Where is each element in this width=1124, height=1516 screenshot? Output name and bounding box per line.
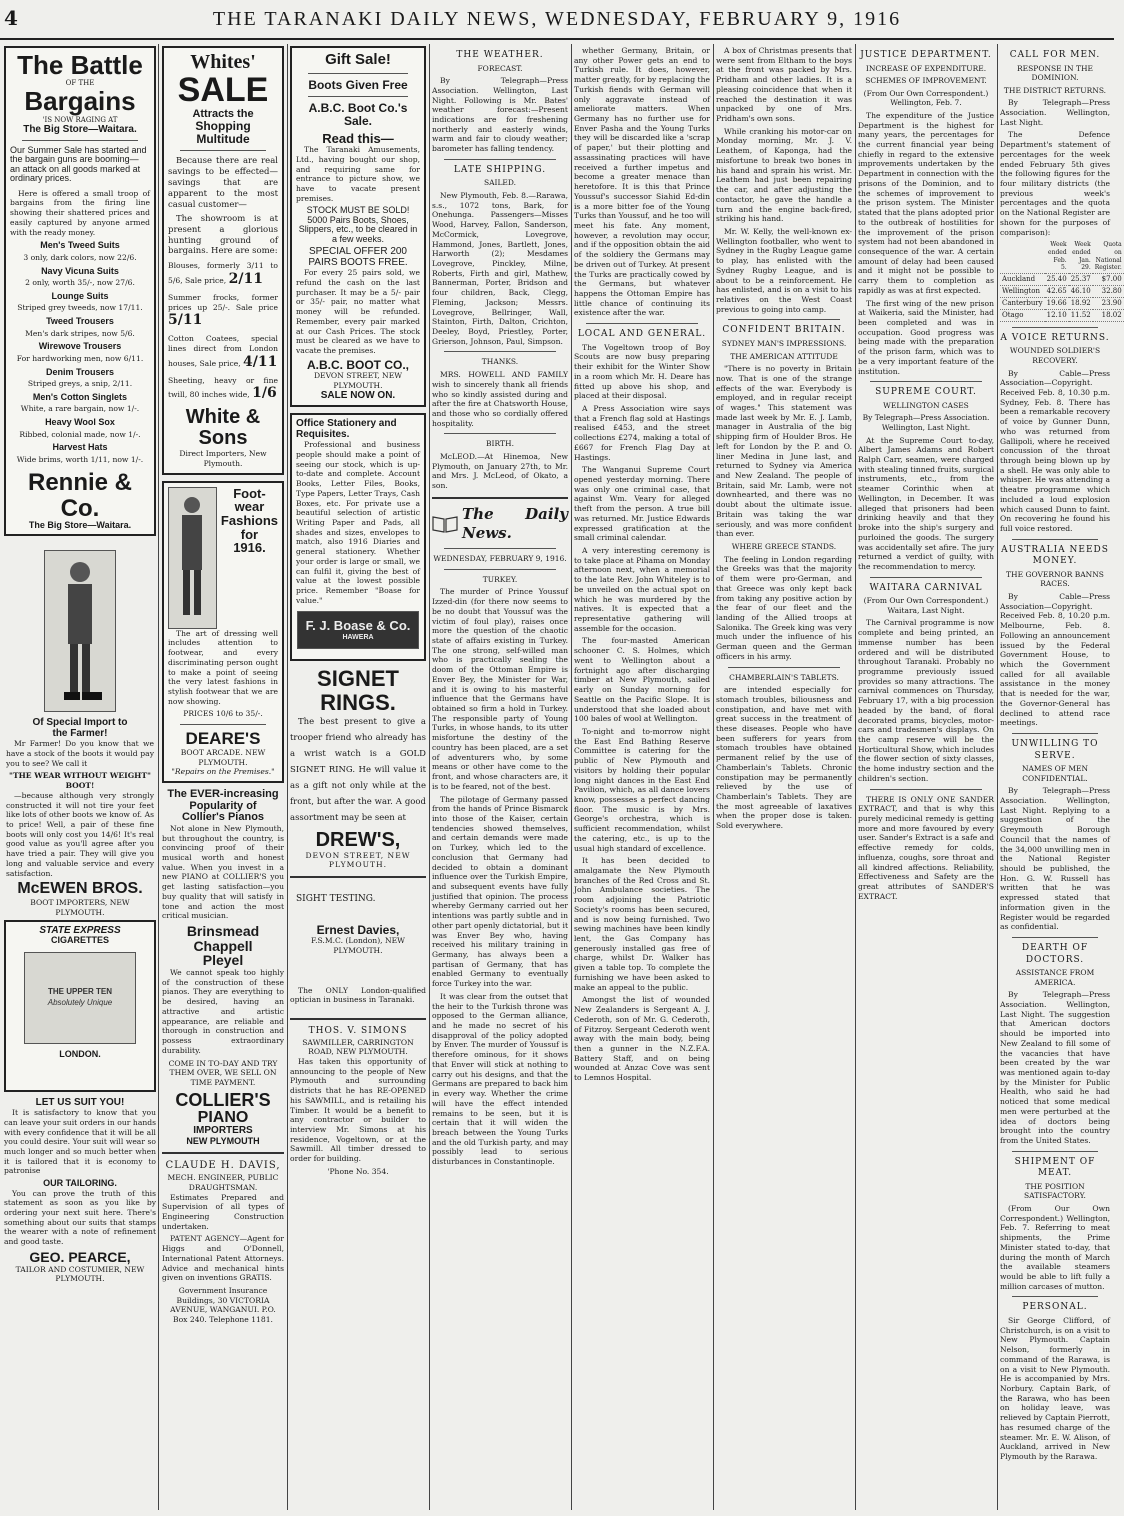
stationery-head: Office Stationery and Requisites. (296, 418, 397, 440)
unwilling-sub: NAMES OF MEN CONFIDENTIAL. (1021, 764, 1089, 783)
deare-firm: DEARE'S (185, 729, 261, 749)
boot-stand-icon (168, 487, 217, 629)
page-number: 4 (4, 6, 18, 30)
leader-date: WEDNESDAY, FEBRUARY 9, 1916. (433, 554, 567, 564)
column-rule (571, 44, 572, 1510)
mcewen-body: Mr Farmer! Do you know that we have a stock of the boots it would pay you to see? We call it (6, 739, 154, 768)
money-head: AUSTRALIA NEEDS MONEY. (1001, 544, 1109, 567)
table-row: Canterbury 19.66 18.92 23.90 (1000, 297, 1124, 309)
mcewen-head-1: Of Special Import to (32, 717, 128, 729)
davies-body: The ONLY London-qualified optician in business in Taranaki. (290, 985, 426, 1005)
stationery-body: Professional and business people should make a point of seeing our stock, which is up-to-date and complete. Account Books, Letter Files, Books, Type Papers, Letter Trays, Cash Boxes, etc. For private use a beautiful selection of artistic Writing Paper and Pads, all shades and sizes, envelopes to match, also 1916 Diaries and general stationery. Whether your order is large or small, we can fulfil it, giving the best of value at the lowest possible price. Remember "Boase for value." (296, 440, 420, 605)
abc-body: The Taranaki Amusements, Ltd., having bought our shop, and requiring same for entrance to picture show, we have to vacate present premises. (296, 145, 420, 203)
meat-body: (From Our Own Correspondent.) Wellington, Feb. 7. Referring to meat shipments, the Prime Minister stated to-day, that during the month of March the available steamers would be able to lift fully a million carcases of mutton. (1000, 1204, 1110, 1291)
gift-sale: Gift Sale! (325, 51, 391, 68)
signet-head: SIGNET (317, 666, 399, 692)
footwear-l5: 1916. (233, 540, 266, 556)
deare-firm-sub: BOOT ARCADE. NEW PLYMOUTH. (180, 747, 266, 767)
local-item: Mr. W. Kelly, the well-known ex-Wellington footballer, who went to Sydney in the Rugby League game to play, has enlisted with the Sydney Rugby League, and is about to be a reinforcement. He has enlisted, and is on a visit to his relatives on the West Coast previous to going into camp. (716, 226, 852, 314)
davis-address: Government Insurance Buildings, 30 VICTORIA AVENUE, WANGANUI. P.O. Box 240. Telephone 1181. (170, 1285, 276, 1325)
whites-body: Because there are real savings to be effected—savings that are apparent to the most casual customer— (168, 156, 278, 210)
personal-body: Sir George Clifford, of Christchurch, is on a visit to New Plymouth. Captain Nelson, formerly in command of the Rarawa, is on a visit to New Plymouth. He is accompanied by Mrs. Norbury. Captain Bark, of the Rarawa, who has been on holiday leave, was relieved by Captain Pierrott, has resumed charge of the steamer. Mr. E. W. Alison, of Auckland, arrived in New Plymouth by the Rarawa. (1000, 1315, 1110, 1462)
greece-head: WHERE GREECE STANDS. (731, 542, 837, 552)
davis-advert (162, 1160, 284, 1325)
call-head: CALL FOR MEN. (1009, 50, 1101, 60)
birth-head: BIRTH. (486, 439, 514, 449)
whites-list (168, 261, 278, 403)
table-row: Wellington 42.65 46.10 32.80 (1000, 286, 1124, 298)
footwear-l1: Foot- (233, 485, 266, 501)
leader-continued: whether Germany, Britain, or any other Power gets an end to Turkish rule. It does, however, matter greatly, for by replacing the Turkish fiends with German will only aggravate instead of ameliorate matters. When Germany has no further use for Enver Pasha and the Young Turks they will be discarded like a 'scrap of paper,' but their plotting and assassinating practices will have received a further impetus and become a greater menace than heretofore. It is this that Prince Youssuf's successor Siahid Ed-din is a more bitter foe of the Young Turks than Youssuf, and he too will meet his fate. Any moment, however, a revolution may occur, and if the opposition obtain the aid of the soldiery the Germans may be driven out of Turkey. At present the Turks are practically cowed by the Germans, but whatever happens the Ottoman Empire has little chance of continuing its existence after the war. (574, 46, 710, 318)
call-sub-1: RESPONSE IN THE DOMINION. (1017, 63, 1093, 83)
column-rule (855, 44, 856, 1510)
local-item: A box of Christmas presents that were sent from Eltham to the boys at the front was packed by Mrs. Pridham and other ladies. It is a pleasing coincidence that when it reached the destination it was unpacked by one of Mrs. Pridham's own sons. (716, 46, 852, 124)
simons-name: THOS. V. SIMONS (308, 1026, 408, 1037)
unwilling-body: By Telegraph—Press Association. Wellington, Last Night. Replying to a suggestion of the Greymouth Borough Council that the names of the 34,000 unwilling men in the National Register should be published, the Hon. G. W. Russell has written that he was expressed stated that information given in the Register would be regarded as confidential. (1000, 786, 1110, 932)
column-2 (162, 46, 284, 1512)
man-figure-icon (50, 556, 110, 706)
chamberlain-body: are intended especially for stomach troubles, biliousness and constipation, and have met with great success in the treatment of these diseases. People who have been sufferers for years from stomach troubles have obtained permanent relief by the use of Chamberlain's Tablets. Chronic constipation may be permanently relieved by the use of Chamberlain's Tablets. They are the most agreeable of laxatives when the proper dose is taken. Sold everywhere. (716, 685, 852, 831)
justice-body: The expenditure of the Justice Department is the highest for many years, the percentages for the current financial year being chiefly in regard to the extensive improvements undertaken by the Department in connection with the prisons of the Dominion, and to the schemes of improvement to the prison system. The Minister stated that the plans adopted prior to the outbreak of hostilities for the improvement of the prison system had not been abandoned in consequence of the war. A certain amount of delay had been caused and it might not be possible to carry them to completion as rapidly as was at first expected. (858, 110, 994, 295)
local-item: To-night and to-morrow night the East End Bathing Reserve Committee is catering for the public of New Plymouth and visitors by holding their popular long night dances in the East End Pavilion, which, as all dance lovers know, possesses a perfect dancing floor. The music is by Mrs. George's orchestra, which is sufficient recommendation, whilst the catering, etc., is up to the usual high standard of excellence. (574, 726, 710, 853)
abc-firm-sub: DEVON STREET, NEW PLYMOUTH. (313, 371, 403, 391)
colliers-cta: COME IN TO-DAY AND TRY THEM OVER, WE SELL ON TIME PAYMENT. (168, 1058, 278, 1087)
bargain-para: Here is offered a small troop of bargains from the firing line showing their shattered prices and easily captured by anyone armed with the ready money. (10, 188, 150, 237)
doctors-head: DEARTH OF DOCTORS. (1021, 943, 1089, 965)
column-3 (290, 46, 426, 1512)
davies-name: Ernest Davies, (316, 922, 400, 937)
list-item: Navy Vicuna Suits 2 only, worth 35/-, now 27/6. (25, 265, 135, 288)
bargains-heading: Bargains (24, 86, 136, 117)
supreme-body: At the Supreme Court to-day, Albert James Adams and Robert Ralph Carr, seamen, were charged with stealing tinned fruits, surgical instruments, etc., from the steamer Corinthic when at Wellington, in December. It was alleged that prisoners had been drinking heavily and that they broke into the ship's surgery and purloined the goods. The surgery was accidentally set afire. The jury returned a verdict of guilty, with the recommendation to mercy. (858, 435, 994, 571)
list-item: Lounge Suits Striped grey tweeds, now 17/11. (17, 290, 143, 313)
footwear-l4: for (240, 526, 259, 542)
brand-chappell: Chappell (193, 937, 253, 954)
pearce-body: It is satisfactory to know that you can leave your suit orders in our hands with every confidence that it will be all you could desire. Your suit will wear so much longer and so much better when it is tailored that it is economy to patronise (4, 1108, 156, 1176)
raging-text: 'IS NOW RAGING AT (42, 115, 118, 124)
pearce-head-2: OUR TAILORING. (43, 1178, 117, 1189)
local-item: Amongst the list of wounded New Zealanders is Sergeant A. J. Cederoth, son of Mr. G. Cederoth, of Fitzroy. Sergeant Cederoth went away with the main body, being then a gunner in the N.Z.F.A. Battery Staff, and on being wounded at Anzac Cove was sent to Lemnos Hospital. (574, 995, 710, 1083)
abc-body-2: For every 25 pairs sold, we refund the cash on the last purchaser. It may be a 5/- pair or 35/- pair, no matter what money will be refunded. Remember, every pair marked at our Cash Prices. The stock must be cleared as we have to vacate the premises. (296, 268, 420, 355)
justice-by: (From Our Own Correspondent.) Wellington, Feb. 7. (863, 88, 989, 108)
colliers-head-1: The EVER-increasing (167, 788, 279, 801)
abc-firm: A.B.C. BOOT CO., (307, 357, 409, 372)
voice-sub: WOUNDED SOLDIER'S RECOVERY. (1009, 346, 1101, 365)
local-item: A very interesting ceremony is to take place at Pihama on Monday afternoon next, when a memorial to the late Rev. John Whiteley is to be unveiled on the actual spot on which he was murdered by the natives. It is expected that a representative gathering will assemble for the occasion. (574, 546, 710, 633)
newspaper-title: THE TARANAKI DAILY NEWS, WEDNESDAY, FEBRUARY 9, 1916 (212, 8, 902, 30)
pearce-firm-sub: TAILOR AND COSTUMIER, NEW PLYMOUTH. (15, 1264, 145, 1284)
greece-body: The feeling in London regarding the Greeks was that the majority of them were pro-German, and that Greece was only kept back from taking any positive action by the fear of our fleet and the landing of the Allied troops at Salonika. The Greek king was very much under the influence of his German queen and the German officers in his army. (716, 554, 852, 661)
list-item: Summer frocks, former prices up 25/-. Sale price 5/11 (168, 292, 278, 329)
colliers-advert (162, 789, 284, 1146)
local-general-head: LOCAL AND GENERAL. (577, 329, 707, 340)
column-6 (716, 46, 852, 1512)
mcewen-advert (4, 542, 156, 919)
simons-advert (290, 1026, 426, 1177)
battle-heading: The Battle (17, 50, 143, 80)
deare-motto: "Repairs on the Premises." (171, 767, 275, 777)
leader-body-3: It was clear from the outset that the heir to the Turkish throne was opposed to the German alliance, and he made no secret of his disapproval of the policy adopted by Enver. The murder of Youssuf is therefore ominous, for it shows that Enver will stick at nothing to carry out his designs, and that the Germans are prepared to back him in every way. Whether the crime will have the effect intended remains to be seen, but it is certain that it will widen the breach between the Young Turks and the old Turkish party, and may possibly lead to serious disturbances in Constantinople. (432, 991, 568, 1167)
call-sub-2: THE DISTRICT RETURNS. (1003, 85, 1107, 95)
justice-sub-1: INCREASE OF EXPENDITURE. (865, 63, 987, 73)
money-body: By Cable—Press Association—Copyright. Received Feb. 8, 10.20 p.m. Melbourne, Feb. 8. Following an announcement issued by the Federal Government House, to which the Government called for all available assistance in the money that is needed for the war, the Governor-General has declined to attend race meetings. (1000, 592, 1110, 728)
read-this: Read this— (322, 130, 394, 146)
whites-sale: SALE (177, 71, 269, 109)
local-item: While cranking his motor-car on Monday morning, Mr. J. V. Leathem, of Kaponga, had the misfortune to break two bones in his hand and sprain his wrist. Mr. Leathem had just been repairing the car, and after adjusting the contactor, he gave the handle a turn and the engine back-fired, striking his hand. (716, 126, 852, 224)
voice-body: By Cable—Press Association—Copyright. Received Feb. 8, 10.30 p.m. Sydney, Feb. 8. There has been a remarkable recovery of voice by Gunner Dunn, who was returned from Gallipoli, where he received concussion of the throat through being blown up by a shell. He was only able to whisper. He was attending a theatre programme which included a loud explosion which caused Dunn to faint. On recovering he found his full voice restored. (1000, 368, 1110, 534)
drew-firm: DREW'S, (315, 828, 401, 851)
leader-head: TURKEY. (482, 574, 518, 584)
boase-advert (290, 413, 426, 661)
footwear-l2: wear (234, 499, 265, 515)
column-1 (4, 46, 156, 1512)
list-item: Sheeting, heavy or fine twill, 80 inches wide, 1/6 (168, 375, 278, 402)
drew-advert (290, 667, 426, 870)
local-item: It has been decided to amalgamate the New Plymouth branches of the Red Cross and St. John Ambulance societies. The room adjoining the Patriotic Society's rooms has been secured, and is now being furnished. Two sewing machines have been kindly lent, the Gas Company has generously installed gas free of charge, whilst Dr. Walker has given a table top. To complete the furnishing we have been asked to make an appeal to the public. (574, 856, 710, 992)
col-head: Week ended Feb. 5. (1045, 240, 1069, 273)
thanks-body: MRS. HOWELL AND FAMILY wish to sincerely thank all friends who so kindly assisted during and after the fire at Chatsworth House, and those who so cordially offered hospitality. (432, 370, 568, 428)
cigarette-tin-icon (24, 952, 136, 1044)
drew-firm-sub: DEVON STREET, NEW PLYMOUTH. (305, 850, 411, 870)
list-item: Wirewove Trousers For hardworking men, now 6/11. (16, 341, 144, 363)
davis-body: Estimates Prepared and Supervision of all types of Engineering Construction undertaken. (162, 1192, 284, 1231)
open-book-icon (432, 514, 458, 534)
brand-brinsmead: Brinsmead (186, 922, 260, 939)
simons-body: Has taken this opportunity of announcing to the people of New Plymouth and surrounding districts that he has RE-OPENED his SAWMILL, and is retailing his Timber. It would be a benefit to any contractor or builder to interview Mr. Simons at his residence, Vogeltown, or at the Sawmill. All timber dressed to order for building. (290, 1057, 426, 1164)
doctors-body: By Telegraph—Press Association. Wellington, Last Night. The suggestion that American doctors should be imported into New Zealand to fill some of the vacancies that have been created by the war was mentioned again to-day by the Minister for Public Health, who said he had noticed that some medical men were perturbed at the idea of doctors being brought into the country from the United States. (1000, 990, 1110, 1146)
pearce-advert (4, 1098, 156, 1284)
column-rule (287, 44, 288, 1510)
list-item: Blouses, formerly 3/11 to 5/6, Sale price, 2/11 (168, 261, 278, 288)
davies-advert (290, 884, 426, 1012)
supreme-by: By Telegraph—Press Association. Wellington, Last Night. (862, 413, 990, 432)
col-head: Week ended Jan. 29. (1069, 240, 1093, 273)
davies-creds: F.S.M.C. (London), NEW PLYMOUTH. (311, 936, 405, 955)
mcewen-body-2: —because although very strongly constructed it will not tire your feet like lots of other boots we know of. As to price! Well, a pair of these fine boots will only cost you 14/6! It's real good value as you'll agree after you have tried a pair. They will give you long and valuable service and every satisfaction. (6, 790, 154, 878)
colliers-body-2: We cannot speak too highly of the construction of these pianos. They are everything to be desired, having an attractive and artistic appearance, are reliable and thorough in construction and possess extraordinary durability. (162, 968, 284, 1055)
table-row: Otago 12.10 11.52 18.02 (1000, 309, 1124, 321)
confident-sub-2: THE AMERICAN ATTITUDE (730, 351, 838, 361)
list-item: Harvest Hats Wide brims, worth 1/11, now 1/-. (16, 442, 144, 464)
colliers-firm-2: PIANO (197, 1108, 249, 1126)
column-rule (158, 44, 159, 1510)
mcewen-firm-sub: BOOT IMPORTERS, NEW PLYMOUTH. (30, 898, 130, 917)
carnival-body: The Carnival programme is now complete and being printed, an immense number has been ordered and will be distributed throughout Taranaki. Probably no programme previously issued provides so many attractions. The carnival commences on Thursday, February 17, with a big procession headed by the band, of floral decorated prams, bicycles, motor-cars and tradesmen's displays. On the camp reserve will be the Horticultural Show, which includes the flower section of sixty classes, the home industry section and the children's section. (858, 618, 994, 783)
table-header-row (1000, 240, 1124, 273)
unwilling-head: UNWILLING TO SERVE. (1011, 739, 1099, 761)
thanks-head: THANKS. (481, 357, 519, 367)
colliers-head-3: Collier's Pianos (181, 811, 265, 824)
confident-sub: SYDNEY MAN'S IMPRESSIONS. (721, 338, 847, 348)
voice-head: A VOICE RETURNS. (1000, 332, 1110, 343)
colliers-head-2: Popularity of (189, 799, 257, 812)
table-row: Auckland 25.40 25.37 $7.00 (1000, 274, 1124, 286)
daily-news-title-block (432, 505, 568, 543)
local-item: The four-masted American schooner C. S. Holmes, which went to Wellington about a fortnight ago after discharging timber at New Plymouth, sailed early on Sunday morning for Seattle on the Pacific Slope. It is understood that she loaded about 100 bales of wool at Wellington. (574, 636, 710, 724)
column-rule (997, 44, 998, 1510)
colliers-firm-4: NEW PLYMOUTH (186, 1135, 260, 1146)
birth-body: McLEOD.—At Hinemoa, New Plymouth, on January 27th, to Mr. and Mrs. J. McLeod, of Okato, a son. (432, 451, 568, 491)
abc-advert (290, 46, 426, 407)
list-item: Cotton Coatees, special lines direct from London houses, Sale price, 4/11 (168, 334, 278, 370)
local-item: The Vogeltown troop of Boy Scouts are now busy preparing their exhibit for the Winter Show in a room which Mr. H. Deare has fitted up above his shop, and placed at their disposal. (574, 342, 710, 401)
daily-news-title: The Daily News. (462, 504, 568, 543)
brand-pleyel: Pleyel (202, 952, 244, 969)
bargain-list (10, 240, 150, 464)
shipping-body: New Plymouth, Feb. 8.—Rarawa, s.s., 1072 tons, Bark, for Onehunga. Passengers—Misses Wood, Harvey, Fallon, Sanderson, McCormick, Lovegrove, Hammond, Jones, Bartlett, Jones, Harworth (2); Mesdames Lovegrove, Pinckley, Milne, Roberts, Firth and girl, Mathew, Bannerman, Porter, Bridson and four children, Back, Clegg, Fleming, Jackson; Messrs. Lovegrove, Bellringer, Wall, Stainton, Firth, Dalton, Crichton, Deeley, Boyd, Priestley, Porter, Grierson, Johnson, Paul, Simpson. (432, 190, 568, 346)
call-by: By Telegraph—Press Association. Wellington, Last Night. (1000, 98, 1110, 127)
list-item: Heavy Wool Sox Ribbed, colonial made, now 1/-. (19, 416, 141, 439)
whites-name: Whites' (190, 51, 256, 73)
personal-head: PERSONAL. (1022, 1302, 1088, 1313)
column-rule (429, 44, 430, 1510)
column-7 (858, 46, 994, 1512)
rennie-firm-sub: The Big Store—Waitara. (28, 519, 132, 530)
column-4 (432, 46, 568, 1512)
davis-title: MECH. ENGINEER, PUBLIC DRAUGHTSMAN. (167, 1173, 279, 1192)
carnival-head: WAITARA CARNIVAL (869, 582, 983, 593)
call-body: The Defence Department's statement of percentages for the week ended February 5th gives the following figures for the four military districts (the previous week's percentages and the quota on the National Register are shown for the purposes of comparison): (1000, 130, 1110, 237)
carnival-by: (From Our Own Correspondent.) Waitara, Last Night. (863, 596, 989, 615)
whites-firm: White & Sons (185, 406, 261, 450)
boots-free: Boots Given Free (308, 77, 408, 92)
whites-advert (162, 46, 284, 475)
list-item: Tweed Trousers Men's dark stripes, now 5/6. (25, 316, 135, 338)
footwear-l3: Fashions (220, 512, 278, 528)
justice-head: JUSTICE DEPARTMENT. (860, 50, 992, 60)
rennie-advert (4, 46, 156, 536)
money-sub: THE GOVERNOR BANNS RACES. (1006, 569, 1104, 589)
mcewen-head-2: the Farmer! (52, 727, 108, 739)
confident-body: "There is no poverty in Britain now. That is one of the strange effects of the war. Everybody is employed, and in regular receipt of wages." This statement was made last week by Mr. E. J. Lamb, manager in Australia of the big shipping firm of Houlder Bros. He left for London by the P. and O. liner Medina in June last, and returned to Sydney via America and New Zealand. The people of Britain, said Mr. Lamb, were not downhearted, and there was no doubt about the ultimate issue. Britain was taking the war seriously, and was more confident than ever. (716, 364, 852, 539)
rennie-firm: Rennie & Co. (27, 469, 132, 522)
unique-text: Absolutely Unique (47, 997, 113, 1007)
cigarettes-word: CIGARETTES (50, 935, 109, 946)
meat-sub: THE POSITION SATISFACTORY. (1024, 1181, 1086, 1201)
big-store-line: The Big Store—Waitara. (23, 123, 137, 135)
supreme-sub: WELLINGTON CASES (883, 400, 969, 410)
local-item: The Wanganui Supreme Court opened yesterday morning. There was only one criminal case, that against Wm. Veary for alleged theft from the person. A true bill was returned. Mr. Justice Edwards expressed gratification at the small criminal calendar. (574, 465, 710, 543)
justice-body-2: The first wing of the new prison at Waikeria, said the Minister, had been completed and was in occupation. Good progress was being made with the preparation of the prison farm, which was to be a very important feature of the institution. (858, 298, 994, 376)
whites-multitude: Shopping Multitude (195, 119, 251, 146)
cigarette-advert (4, 920, 156, 1092)
column-8 (1000, 46, 1122, 1512)
weather-head: THE WEATHER. (456, 50, 544, 60)
sight-testing: SIGHT TESTING. (296, 894, 376, 905)
colliers-body: Not alone in New Plymouth, but throughout the country, is convincing proof of their musical worth and honest value. When you invest in a new PIANO at COLLIER'S you get lasting satisfaction—you buy quality that will satisfy in tone and action the most critical musician. (162, 823, 284, 921)
boase-logo: F. J. Boase & Co. HAWERA (297, 611, 419, 649)
local-item: A Press Association wire says that a French flag sold at Hastings realised £453, and the street collections £274, making a total of £667 for French Flag Day at Hastings. (574, 403, 710, 462)
column-5 (574, 46, 710, 1512)
col-head: Quota on National Register. (1093, 240, 1124, 273)
whites-body-2: The showroom is at present a glorious hunting ground of bargains. Here are some: (168, 213, 278, 257)
colliers-firm: COLLIER'S (175, 1089, 271, 1110)
rings-head: RINGS. (320, 689, 396, 715)
list-item: Men's Tweed Suits 3 only, dark colors, now 22/6. (23, 240, 137, 262)
chamberlain-head: CHAMBERLAIN'S TABLETS. (729, 672, 839, 682)
whites-firm-sub: Direct Importers, New Plymouth. (179, 449, 267, 468)
leader-body-1: The murder of Prince Youssuf Izzed-din (for there now seems to be no doubt that Youssuf was the victim of foul play), raises once more the question of the chaotic state of affairs existing in Turkey. The one strong, self-willed man who is practically sealing the doom of the Ottoman Empire is Enver Bey, the Minister for War, and it is owing to his masterful influence that the Germans have obtained so firm a hold in Turkey. The responsible party of Young Turks, in whose hands, to its utter misfortune the destiny of the country has been placed, are a set of adventurers who, by some means or other have come to the front, and whose characters are, it is to be feared, not of the best. (432, 587, 568, 791)
doctors-sub: ASSISTANCE FROM AMERICA. (1015, 968, 1095, 987)
deare-advert (162, 481, 284, 783)
whites-attracts: Attracts the (192, 107, 254, 120)
list-item: Men's Cotton Singlets White, a rare bargain, now 1/-. (20, 391, 140, 414)
pearce-firm: GEO. PEARCE, (29, 1248, 131, 1265)
upper-ten: THE UPPER TEN (47, 987, 112, 997)
masthead (0, 4, 1114, 40)
state-express: STATE EXPRESS (39, 924, 121, 936)
boot-illustration-icon (44, 550, 116, 712)
sander-advert: THERE IS ONLY ONE SANDER EXTRACT, and that is why this purely medicinal remedy is getting more and more favoured by every user. Sander's Extract is a safe and effective remedy for colds, influenza, coughs, sore throat and all kindred affections. Reliability, Effectiveness and Safety are the great attributes of SANDER'S EXTRACT. (858, 794, 994, 901)
meat-head: SHIPMENT OF MEAT. (1014, 1156, 1096, 1179)
abc-sale: A.B.C. Boot Co.'s Sale. (308, 101, 408, 128)
drew-body: The best present to give a trooper friend who already has a wrist watch is a GOLD SIGNET RING. He will value it as a gift not only while at the front, but after the war. A good assortment may be seen at (290, 716, 426, 824)
pearce-body-2: You can prove the truth of this statement as soon as you like by ordering your next suit here. There's something about our suits that stamps the wearer with a note of refinement and good taste. (4, 1188, 156, 1247)
justice-sub-2: SCHEMES OF IMPROVEMENT. (865, 76, 987, 86)
pearce-head: LET US SUIT YOU! (35, 1096, 125, 1108)
special-offer: SPECIAL OFFER 200 PAIRS BOOTS FREE. (308, 246, 408, 268)
deare-body: The art of dressing well includes attention to footwear, and every discriminating person ought to make a point of seeing the very latest fashions in stylish footwear that we are now showing. (168, 628, 278, 706)
mcewen-slogan: "THE WEAR WITHOUT WEIGHT" BOOT! (9, 771, 151, 791)
davis-body-2: PATENT AGENCY—Agent for Higgs and O'Donnell, International Patent Attorneys. Advice and mechanical hints given on inventions GRATIS. (162, 1234, 284, 1283)
weather-body: By Telegraph—Press Association. Wellington, Last Night. Following is Mr. Bates' weather forecast:—Present indications are for freshening northerly and easterly winds, warm and fair to cloudy weather; barometer has falling tendency. (432, 76, 568, 154)
district-returns-table (1000, 240, 1124, 322)
battle-of-the: OF THE (65, 79, 95, 88)
london-text: LONDON. (59, 1048, 101, 1059)
leader-body-2: The pilotage of Germany passed from the hands of Prince Bismarck into those of the Kaiser, certain tendencies showed themselves, and certain demands were made on Turkey, which led to the conclusion that Germany had decided to obtain a dominant influence over the Turkish Empire, and subsequent events have fully justified that opinion. The process whereby Germany carried out her intentions was partly subtle and in other part openly dictatorial, but it was Enver Bey who, having received his military training in Germany, has always been a partisan of Germany, that has enabled Germany to eventually force Turkey into the war. (432, 794, 568, 989)
stock-must-be-sold: STOCK MUST BE SOLD! 5000 Pairs Boots, Shoes, Slippers, etc., to be cleared in a few weeks. (298, 205, 418, 244)
simons-sub: SAWMILLER, CARRINGTON ROAD, NEW PLYMOUTH. (302, 1037, 414, 1057)
sale-now-on: SALE NOW ON. (320, 389, 396, 401)
davis-name: CLAUDE H. DAVIS, (165, 1160, 281, 1172)
deare-prices: PRICES 10/6 to 35/-. (183, 709, 263, 719)
sailed-sub: SAILED. (483, 178, 517, 188)
confident-head: CONFIDENT BRITAIN. (722, 325, 846, 336)
simons-phone: 'Phone No. 354. (327, 1166, 389, 1176)
column-rule (713, 44, 714, 1510)
forecast-sub: FORECAST. (477, 63, 523, 73)
supreme-head: SUPREME COURT. (875, 387, 977, 398)
summer-sale-intro: Our Summer Sale has started and the bargain guns are booming— an attack on all goods marked at ordinary prices. (10, 145, 147, 184)
colliers-firm-3: IMPORTERS (193, 1125, 253, 1137)
list-item: Denim Trousers Striped greys, a snip, 2/11. (27, 366, 133, 389)
shipping-head: LATE SHIPPING. (453, 164, 547, 175)
mcewen-firm: McEWEN BROS. (17, 880, 143, 898)
